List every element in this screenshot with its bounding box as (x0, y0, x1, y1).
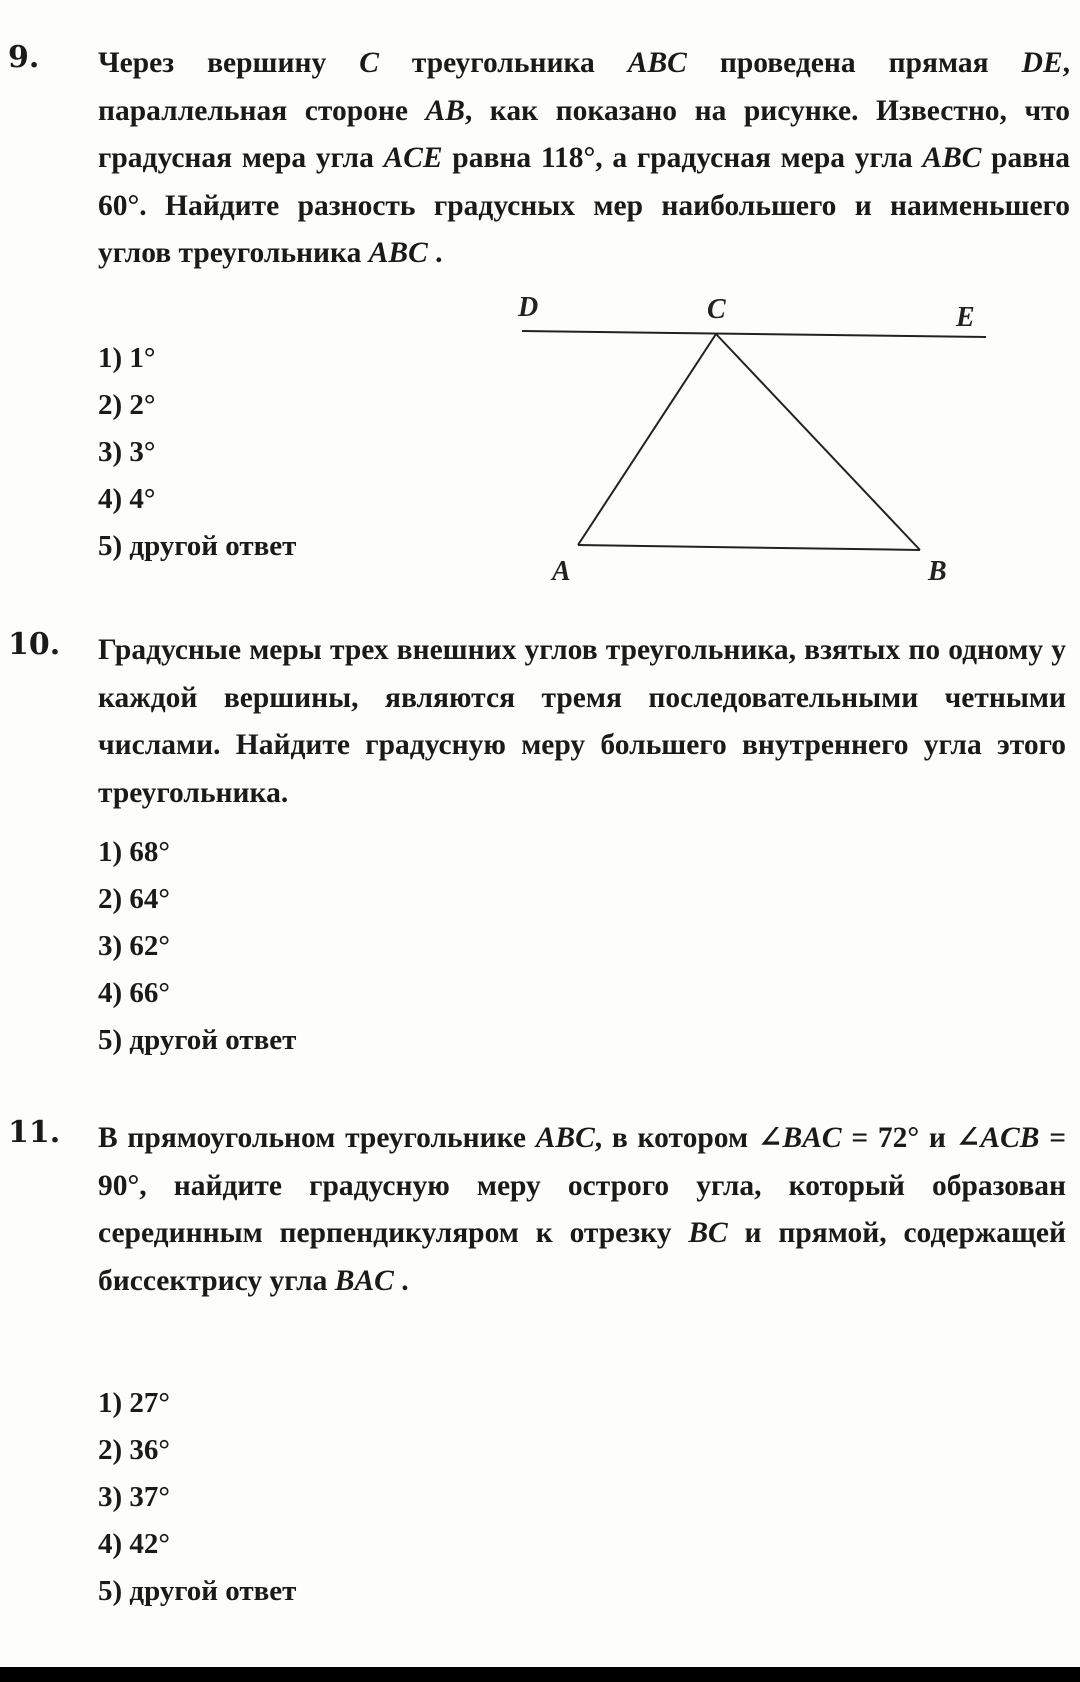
side-ca (578, 334, 716, 545)
side-cb (716, 334, 920, 550)
statement-text: и прямой, содержащей биссектрису угла (98, 1217, 1066, 1297)
label-a: A (552, 556, 571, 587)
answer-option[interactable]: 2) 64° (98, 883, 171, 915)
statement-text: = 72° и (841, 1122, 956, 1154)
answer-options (98, 335, 296, 570)
answer-option[interactable]: 5) другой ответ (98, 1575, 297, 1607)
statement-text: , в котором (594, 1122, 758, 1154)
answer-option[interactable]: 3) 62° (98, 930, 171, 962)
statement-text: . (393, 1264, 409, 1297)
side-ab (578, 545, 920, 550)
math-symbol: ∠ACB (955, 1122, 1040, 1154)
answer-option[interactable]: 2) 36° (98, 1434, 171, 1466)
math-symbol: C (359, 47, 379, 79)
answer-option[interactable]: 5) другой ответ (98, 530, 297, 562)
math-symbol: ABC (535, 1122, 595, 1154)
math-symbol: ABC (627, 47, 687, 79)
statement-text: Через вершину (98, 47, 360, 79)
statement-text: равна 118°, а градусная мера угла (442, 142, 923, 174)
label-e: E (956, 302, 975, 333)
label-b: B (928, 556, 947, 587)
answer-option[interactable]: 2) 2° (98, 389, 156, 421)
answer-option[interactable]: 1) 1° (98, 342, 156, 374)
statement-text: , как показано на рисунке. Известно, что градусная мера угла (98, 94, 1070, 174)
math-symbol: BAC (334, 1264, 394, 1297)
label-c: C (707, 294, 726, 325)
statement-text: = 90°, найдите градусную меру острого угла, который образован серединным перпендикуляром к отрезку (98, 1122, 1066, 1249)
statement-text: В прямоугольном треугольнике (98, 1122, 536, 1154)
problem-statement (98, 40, 1070, 278)
answer-options (98, 829, 296, 1064)
problem-statement: Градусные меры трех внешних углов треугольника, взятых по одному у каждой вершины, являются тремя последовательными четными числами. Найдите градусную меру большего внутреннего угла этого треугольника. (98, 634, 1066, 809)
answer-option[interactable]: 1) 27° (98, 1387, 171, 1419)
problem-number: 10. (8, 627, 61, 662)
answer-options (98, 1380, 296, 1615)
problem-statement (98, 1115, 1066, 1305)
triangle-figure (500, 290, 1000, 590)
math-symbol: ACE (383, 142, 443, 174)
answer-option[interactable]: 4) 42° (98, 1528, 171, 1560)
math-symbol: BC (688, 1217, 728, 1249)
problem-number: 11. (8, 1115, 61, 1150)
answer-option[interactable]: 3) 3° (98, 436, 156, 468)
math-symbol: ABC (922, 142, 982, 174)
math-symbol: AB (425, 94, 465, 127)
math-symbol: ABC (368, 237, 428, 269)
statement-text: равна 60°. Найдите разность градусных мер наибольшего и наименьшего углов треугольника (98, 142, 1070, 269)
statement-text: . (427, 237, 443, 269)
label-d: D (518, 292, 539, 323)
math-symbol: DE (1021, 47, 1063, 79)
answer-option[interactable]: 3) 37° (98, 1481, 171, 1513)
answer-option[interactable]: 4) 4° (98, 483, 156, 515)
answer-option[interactable]: 4) 66° (98, 977, 171, 1009)
answer-option[interactable]: 1) 68° (98, 836, 171, 868)
statement-text: , параллельная стороне (98, 47, 1070, 127)
bottom-black-bar (0, 1667, 1080, 1682)
answer-option[interactable]: 5) другой ответ (98, 1024, 297, 1056)
line-de (522, 331, 986, 337)
math-symbol: ∠BAC (757, 1122, 842, 1154)
problem-number: 9. (8, 40, 40, 75)
statement-text: проведена прямая (686, 47, 1022, 79)
statement-text: треугольника (378, 47, 628, 79)
